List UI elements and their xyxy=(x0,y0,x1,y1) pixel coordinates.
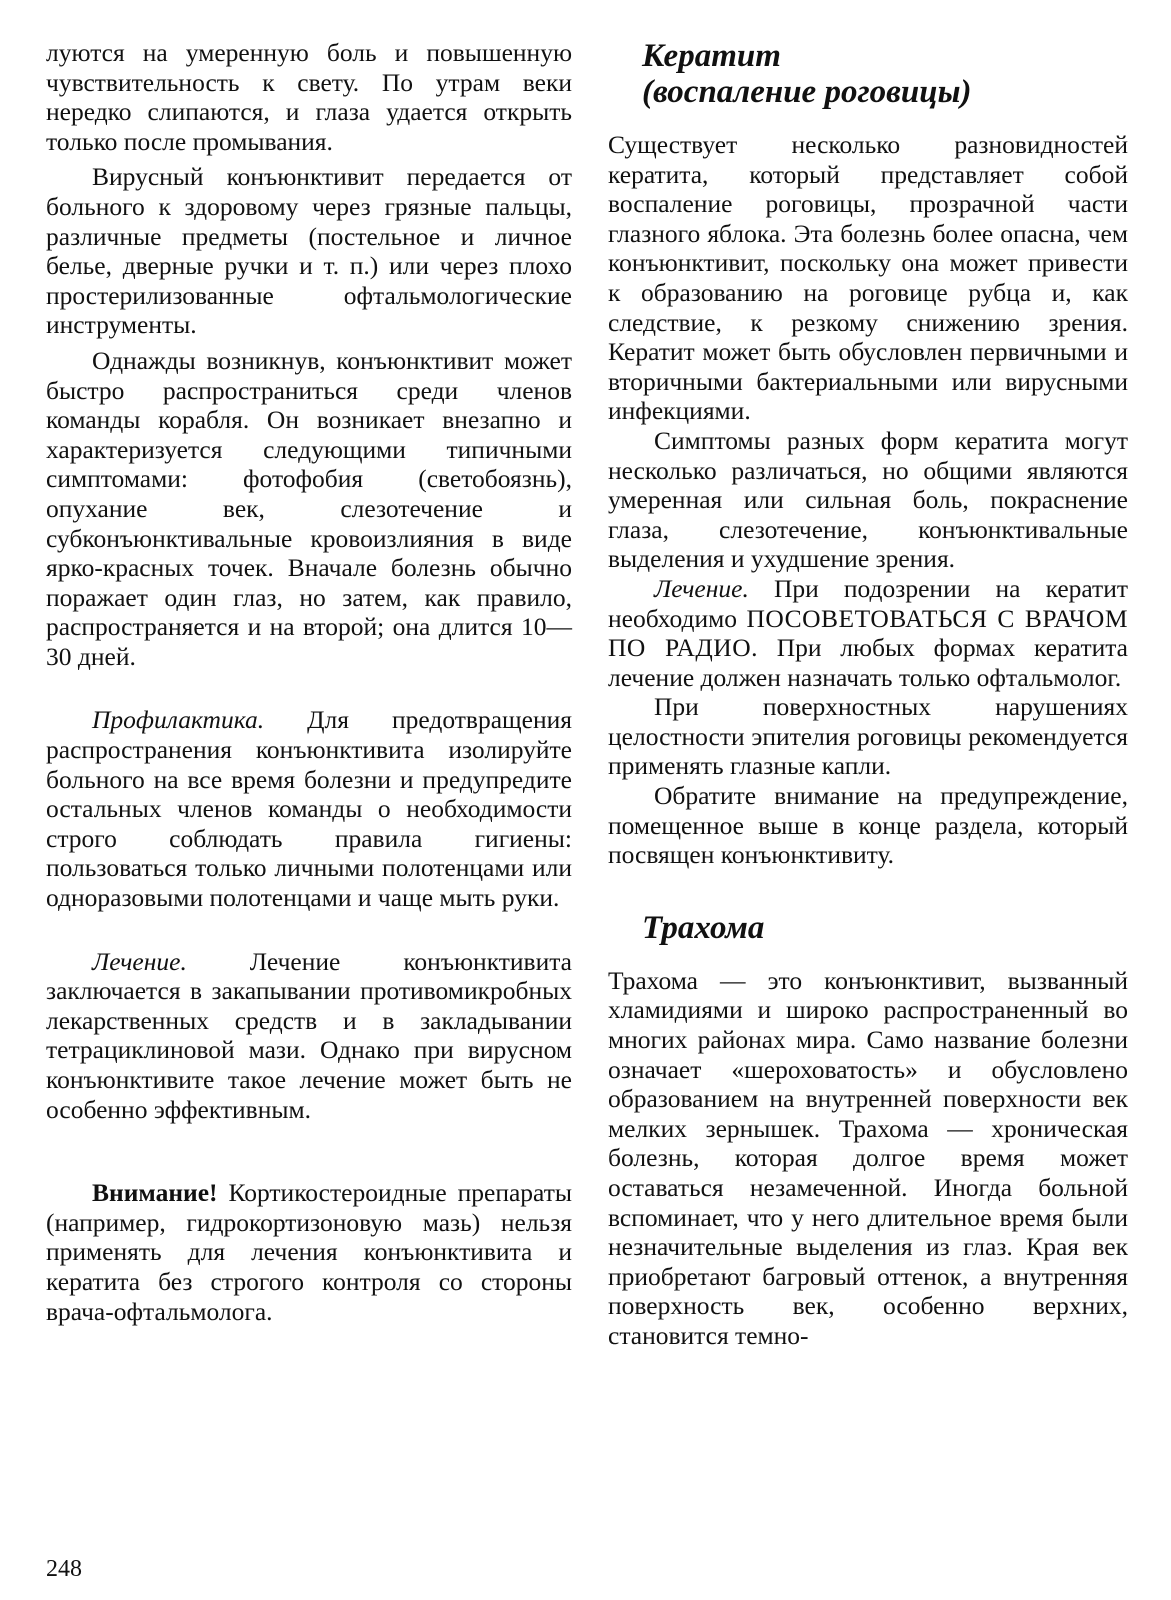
paragraph-treatment xyxy=(46,947,572,1125)
warning-text: Кортикостероидные препараты (например, гидрокортизоновую мазь) нельзя применять для лечения конъюнктивита и кератита без строгого контроля со стороны врача-офтальмолога. xyxy=(46,1178,572,1326)
paragraph-eye-drops: При поверхностных нарушениях целостности эпителия роговицы рекомендуется применять глазные капли. xyxy=(608,692,1128,781)
keratitis-heading: Кератит xyxy=(642,38,781,74)
paragraph-trachoma: Трахома — это конъюнктивит, вызванный хламидиями и широко распространенный во многих районах мира. Само название болезни означает «шероховатость» и обусловлено образованием на внутренней поверхности век мелких зернышек. Трахома — хроническая болезнь, которая долгое время может оставаться незамеченной. Иногда больной вспоминает, что у него длительное время были незначительные выделения из глаз. Края век приобретают багровый оттенок, а внутренняя поверхность век, особенно верхних, становится темно- xyxy=(608,965,1128,1350)
warning-label: Внимание! xyxy=(92,1178,218,1208)
paragraph-symptoms: Однажды возникнув, конъюнктивит может быстро распространиться среди членов команды корабля. Он возникает внезапно и характеризуется следующими типичными симптомами: фотофобия (светобоязнь), опухание век, слезотечение и субконъюнктивальные кровоизлияния в виде ярко-красных точек. Вначале болезнь обычно поражает один глаз, но затем, как правило, распространяется и на второй; она длится 10—30 дней. xyxy=(46,345,572,671)
treatment-label: Лечение. xyxy=(92,946,187,976)
paragraph-see-warning: Обратите внимание на предупреждение, помещенное выше в конце раздела, который посвящен конъюнктивиту. xyxy=(608,781,1128,870)
paragraph-keratitis-symptoms: Симптомы разных форм кератита могут несколько различаться, но общими являются умеренная или сильная боль, покраснение глаза, слезотечение, конъюнктивальные выделения и ухудшение зрения. xyxy=(608,425,1128,574)
left-column xyxy=(46,38,572,1326)
paragraph-keratitis-treatment xyxy=(608,574,1128,692)
keratitis-treatment-text-a: При подозрении на кератит необходимо xyxy=(608,573,1128,633)
paragraph-warning xyxy=(46,1178,572,1326)
treatment-text: Лечение конъюнктивита заключается в закапывании противомикробных лекарственных средств и в закладывании тетрациклиновой мази. Однако при вирусном конъюнктивите такое лечение может быть не особенно эффективным. xyxy=(46,946,572,1124)
keratitis-treatment-caps: ПОСОВЕТОВАТЬСЯ С ВРАЧОМ ПО РАДИО. xyxy=(608,603,1128,663)
paragraph-continuation: луются на умеренную боль и повышенную чувствительность к свету. По утрам веки нередко слипаются, и глаза удается открыть только после промывания. xyxy=(46,38,572,156)
paragraph-keratitis-intro: Существует несколько разновидностей кератита, который представляет собой воспаление роговицы, прозрачной части глазного яблока. Эта болезнь более опасна, чем конъюнктивит, поскольку она может привести к образованию на роговице рубца и, как следствие, к резкому снижению зрения. Кератит может быть обусловлен первичными и вторичными бактериальными или вирусными инфекциями. xyxy=(608,130,1128,426)
page-number: 248 xyxy=(46,1556,82,1582)
keratitis-treatment-label: Лечение. xyxy=(654,573,749,603)
trachoma-heading: Трахома xyxy=(642,909,765,946)
paragraph-prophylaxis xyxy=(46,705,572,912)
paragraph-viral-conjunctivitis: Вирусный конъюнктивит передается от больного к здоровому через грязные пальцы, различные предметы (постельное и личное белье, дверные ручки и т. п.) или через плохо простерилизованные офтальмологические инструменты. xyxy=(46,162,572,340)
keratitis-subheading: (воспаление роговицы) xyxy=(642,74,972,110)
right-column xyxy=(608,38,1128,1351)
keratitis-treatment-text-b: При любых формах кератита лечение должен назначать только офтальмолог. xyxy=(608,633,1129,692)
prophylaxis-text: Для предотвращения распространения конъюнктивита изолируйте больного на все время болезни и предупредите остальных членов команды о необходимости строго соблюдать правила гигиены: пользоваться только личными полотенцами или одноразовыми полотенцами и чаще мыть руки. xyxy=(46,705,572,913)
prophylaxis-label: Профилактика. xyxy=(92,705,265,735)
